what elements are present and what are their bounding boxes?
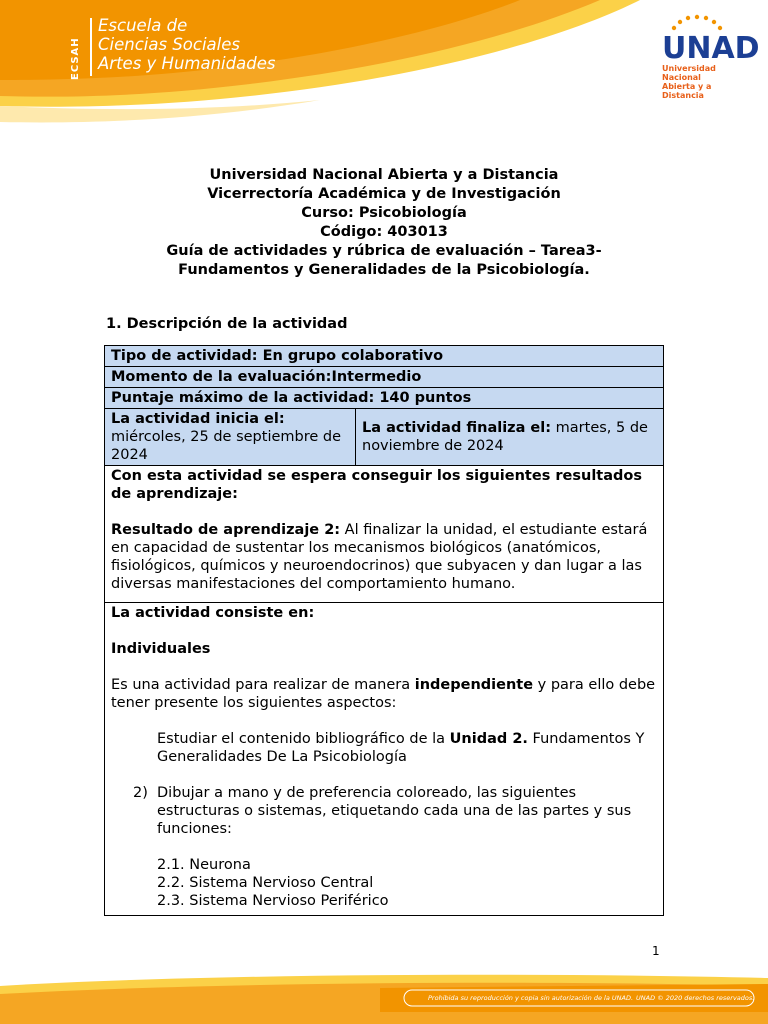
footer-copyright: UNAD © 2020 derechos reservados. [636, 994, 755, 1002]
resultados-cell: Con esta actividad se espera conseguir los siguientes resultados de aprendizaje: Resultado de aprendizaje 2: Al finalizar la unidad, el estudiante estará en capacidad de sustentar los mecanismos biológicos (anatómicos, fisiológicos, químicos y neuroendocrinos) que subyacen y dan lugar a las diversas manifestaciones del comportamiento humano. [105, 466, 664, 603]
inicia-cell: La actividad inicia el: miércoles, 25 de septiembre de 2024 [105, 409, 356, 466]
activity-table [104, 345, 664, 916]
puntaje-row: Puntaje máximo de la actividad: 140 puntos [105, 388, 664, 409]
finaliza-cell: La actividad finaliza el: martes, 5 de noviembre de 2024 [356, 409, 664, 466]
unad-name: Universidad Nacional Abierta y a Distancia [662, 64, 716, 100]
ecsah-vertical-label: ECSAH [70, 37, 81, 80]
section-heading: 1. Descripción de la actividad [106, 316, 348, 332]
footer-notice: Prohibida su reproducción y copia sin autorización de la UNAD. [428, 994, 634, 1002]
consiste-cell: La actividad consiste en: Individuales Es una actividad para realizar de manera independiente y para ello debe tener presente los siguientes aspectos: Estudiar el contenido bibliográfico de la Unidad 2. Fundamentos Y Generalidades De La Psicobiología 2) Dibujar a mano y de preferencia coloreado, las siguientes estructuras o sistemas, etiquetando cada una de las partes y sus funciones: 2.1. Neurona 2.2. Sistema Nervioso Central 2.3. Sistema Nervioso Periférico [105, 603, 664, 916]
svg-text:UNAD: UNAD [662, 31, 760, 66]
header-divider [90, 18, 92, 76]
momento-row: Momento de la evaluación:Intermedio [105, 367, 664, 388]
document-title: Universidad Nacional Abierta y a Distancia Vicerrectoría Académica y de Investigación Curso: Psicobiología Código: 403013 Guía de actividades y rúbrica de evaluación – Tarea3- Fundamentos y Generalidades de la Psicobiología. [166, 167, 602, 278]
page-number: 1 [652, 944, 660, 958]
list-item: 2.3. Sistema Nervioso Periférico [157, 893, 389, 909]
tipo-row: Tipo de actividad: En grupo colaborativo [105, 346, 664, 367]
list-item: 2.1. Neurona [157, 857, 251, 873]
list-item: 2.2. Sistema Nervioso Central [157, 875, 374, 891]
school-name: Escuela de Ciencias Sociales Artes y Humanidades [98, 16, 276, 73]
